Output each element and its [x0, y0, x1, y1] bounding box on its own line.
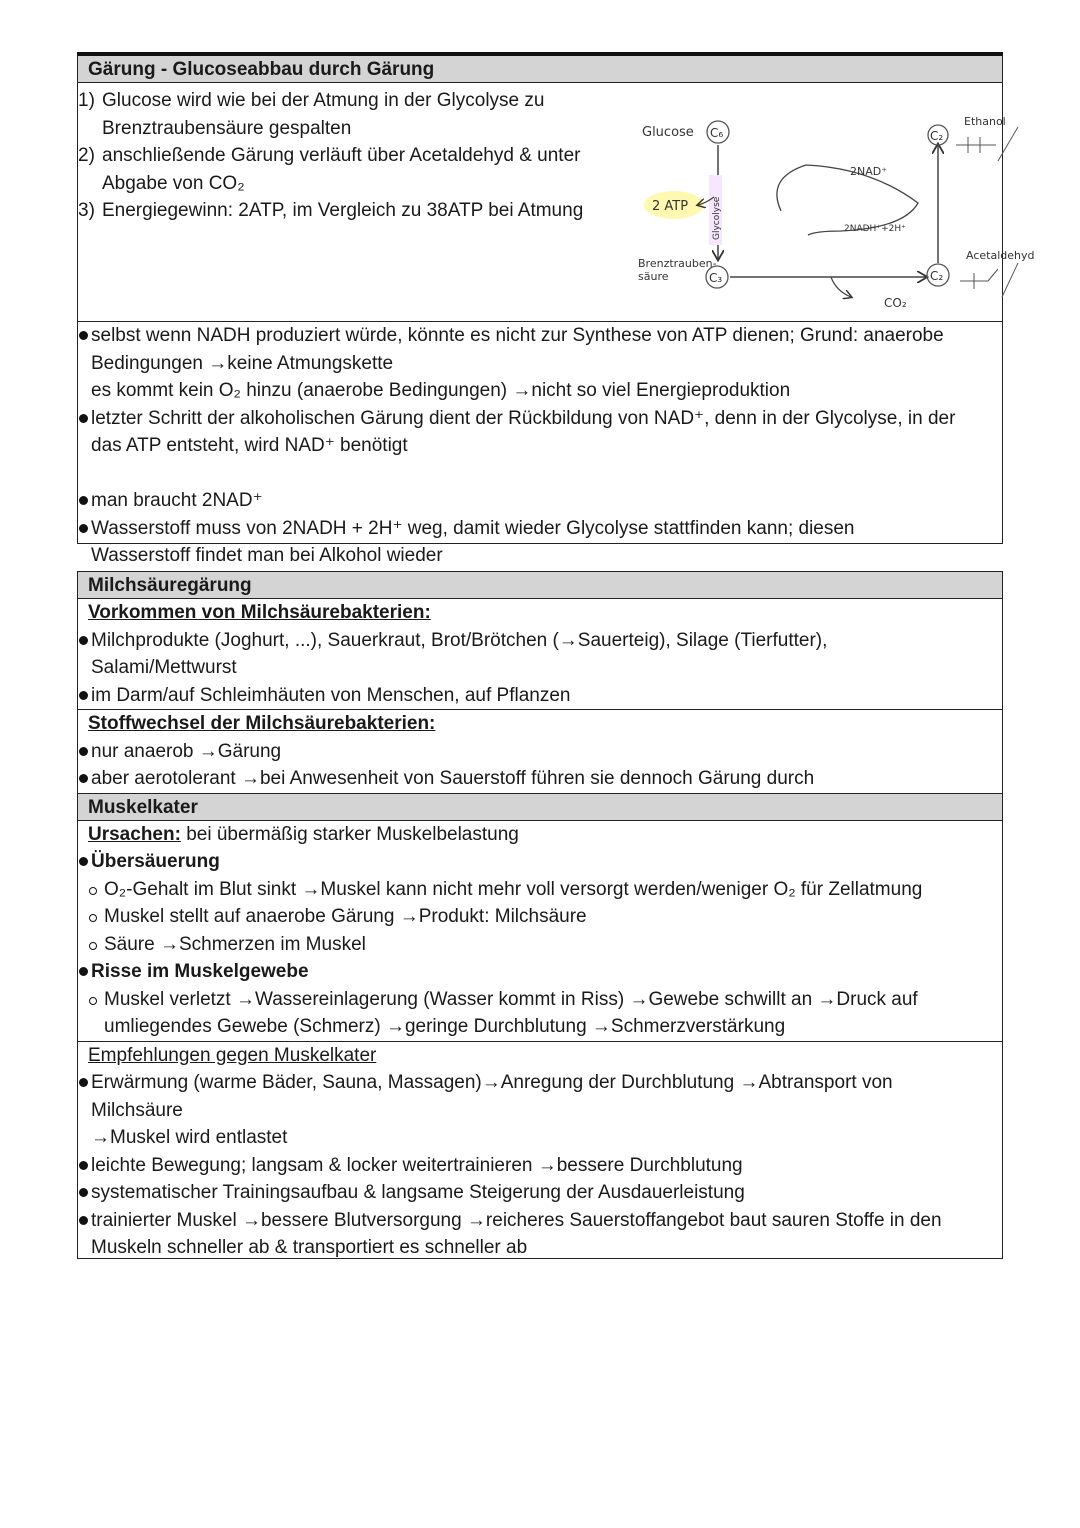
nadh-label: 2NADH⁺+2H⁺ — [844, 224, 906, 234]
note-3: man braucht 2NAD⁺ — [78, 487, 1002, 515]
tears-title: Risse im Muskelgewebe — [78, 958, 1002, 986]
ethanol-structure-icon — [956, 127, 1018, 161]
occurrence-1: Milchprodukte (Joghurt, ...), Sauerkraut, Brot/Brötchen (→Sauerteig), Silage (Tierfutter), — [78, 627, 1002, 655]
section-title-lactic: Milchsäuregärung — [78, 572, 1002, 599]
step-1-cont: Brenztraubensäure gespalten — [102, 117, 352, 139]
step-2-cont: Abgabe von CO₂ — [102, 172, 245, 194]
recommendation-2: leichte Bewegung; langsam & locker weitertrainieren →bessere Durchblutung — [78, 1152, 1002, 1180]
step-3: 3) Energiegewinn: 2ATP, im Vergleich zu 38ATP bei Atmung — [78, 200, 584, 221]
note-2-cont-1: das ATP entsteht, wird NAD⁺ benötigt — [91, 435, 408, 456]
lactic-fermentation-section — [77, 571, 1003, 1259]
recommendation-1-cont-1: Milchsäure — [91, 1099, 183, 1121]
metabolism-2: aber aerotolerant →bei Anwesenheit von Sauerstoff führen sie dennoch Gärung durch — [78, 765, 1002, 793]
acetaldehyde-label: Acetaldehyd — [966, 249, 1035, 262]
occurrence-section — [78, 599, 1002, 710]
fermentation-section — [77, 52, 1035, 566]
recommendation-1: Erwärmung (warme Bäder, Sauna, Massagen)→Anregung der Durchblutung →Abtransport von — [78, 1069, 1002, 1097]
metabolism-1: nur anaerob →Gärung — [78, 738, 1002, 766]
note-2: letzter Schritt der alkoholischen Gärung dient der Rückbildung von NAD⁺, denn in der Glycolyse, in der — [78, 405, 1002, 433]
occurrence-title: Vorkommen von Milchsäurebakterien: — [88, 602, 431, 623]
recommendation-4-cont-1: Muskeln schneller ab & transportiert es schneller ab — [91, 1237, 528, 1258]
c3-label: C₃ — [709, 271, 723, 285]
metabolism-section — [78, 710, 1002, 794]
causes-section — [78, 821, 1002, 1042]
c6-label: C₆ — [710, 126, 724, 140]
fermentation-diagram — [626, 83, 1035, 321]
section-title-muscle-soreness: Muskelkater — [78, 794, 1002, 821]
acetaldehyde-structure-icon — [960, 263, 1018, 297]
note-1-cont-2: es kommt kein O₂ hinzu (anaerobe Bedingungen) →nicht so viel Energieproduktion — [91, 380, 791, 401]
fermentation-notes — [78, 322, 1002, 570]
c2-acetaldehyde-label: C₂ — [930, 269, 944, 283]
ethanol-label: Ethanol — [964, 115, 1006, 128]
tears-1: Muskel verletzt →Wassereinlagerung (Wasser kommt in Riss) →Gewebe schwillt an →Druck auf — [78, 986, 1002, 1014]
recommendation-4: trainierter Muskel →bessere Blutversorgung →reicheres Sauerstoffangebot baut sauren Stoffe in den — [78, 1207, 1002, 1235]
pyruvate-label-1: Brenztrauben- — [638, 257, 717, 270]
co2-label: CO₂ — [884, 296, 907, 310]
acidosis-1: O₂-Gehalt im Blut sinkt →Muskel kann nicht mehr voll versorgt werden/weniger O₂ für Zellatmung — [78, 876, 1002, 904]
causes-line: Ursachen: bei übermäßig starker Muskelbelastung — [88, 823, 519, 845]
tears-1-cont: umliegendes Gewebe (Schmerz) →geringe Durchblutung →Schmerzverstärkung — [104, 1016, 786, 1037]
acidosis-title: Übersäuerung — [78, 848, 1002, 876]
fermentation-steps — [78, 87, 618, 225]
glycolysis-label: Glycolyse — [712, 196, 722, 240]
step-2: 2) anschließende Gärung verläuft über Acetaldehyd & unter — [78, 145, 581, 166]
note-1-cont-1: Bedingungen →keine Atmungskette — [91, 352, 394, 374]
acidosis-2: Muskel stellt auf anaerobe Gärung →Produkt: Milchsäure — [78, 903, 1002, 931]
nad-label: 2NAD⁺ — [850, 165, 888, 178]
glucose-label: Glucose — [642, 125, 694, 140]
fermentation-overview — [78, 83, 1035, 322]
recommendation-3: systematischer Trainingsaufbau & langsame Steigerung der Ausdauerleistung — [78, 1179, 1002, 1207]
recommendations-section — [78, 1042, 1002, 1262]
occurrence-1-cont: Salami/Mettwurst — [91, 657, 237, 678]
note-1: selbst wenn NADH produziert würde, könnte es nicht zur Synthese von ATP dienen; Grund: anaerobe — [78, 322, 1002, 350]
acidosis-3: Säure →Schmerzen im Muskel — [78, 931, 1002, 959]
c2-ethanol-label: C₂ — [930, 129, 944, 143]
note-4-cont-1: Wasserstoff findet man bei Alkohol wieder — [91, 545, 443, 566]
recommendations-title: Empfehlungen gegen Muskelkater — [88, 1044, 377, 1066]
occurrence-2: im Darm/auf Schleimhäuten von Menschen, auf Pflanzen — [78, 682, 1002, 710]
atp-label: 2 ATP — [652, 199, 689, 214]
metabolism-title: Stoffwechsel der Milchsäurebakterien: — [88, 713, 436, 734]
step-1: 1) Glucose wird wie bei der Atmung in der Glycolyse zu — [78, 90, 545, 111]
note-4: Wasserstoff muss von 2NADH + 2H⁺ weg, damit wieder Glycolyse stattfinden kann; diesen — [78, 515, 1002, 543]
recommendation-1-cont-2: →Muskel wird entlastet — [91, 1127, 288, 1148]
pyruvate-label-2: säure — [638, 270, 669, 283]
section-title-fermentation: Gärung - Glucoseabbau durch Gärung — [78, 56, 1002, 83]
